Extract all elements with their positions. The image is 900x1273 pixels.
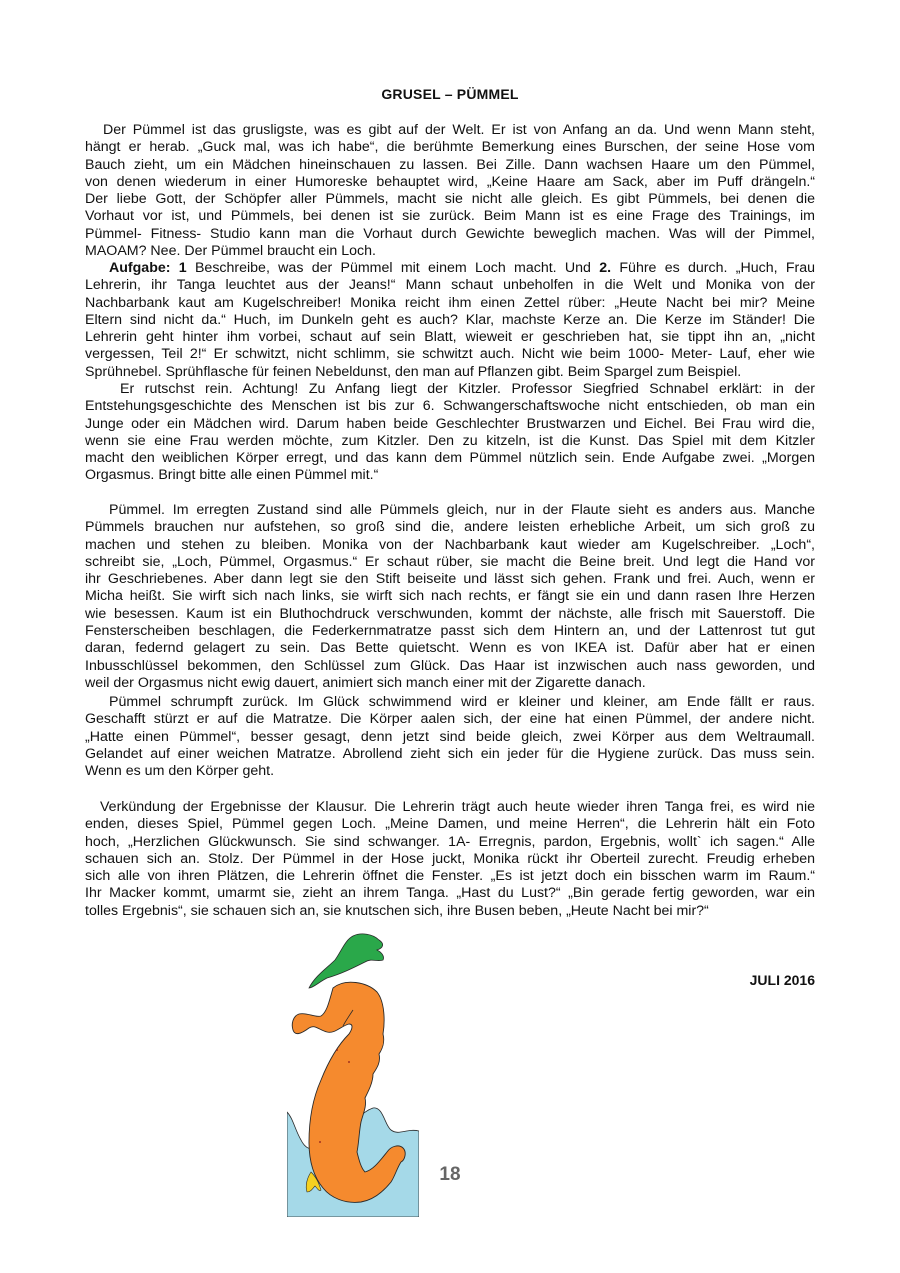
text-line: enden, dieses Spiel, Pümmel gegen Loch. „Meine Damen, und meine Herren“, die Lehrerin hält ein Foto <box>85 816 815 833</box>
text-line: MAOAM? Nee. Der Pümmel braucht ein Loch. <box>85 243 376 260</box>
text-line: daran, federnd gelagert zu sein. Das Bette quietscht. Wenn es von IKEA ist. Dafür aber hat er einen <box>85 640 815 657</box>
task-label-1: Aufgabe: 1 <box>109 260 187 276</box>
text-line: wie besessen. Kaum ist ein Bluthochdruck verschwunden, kommt der nächste, alle frisch mit Sauerstoff. Die <box>85 605 815 622</box>
text-line-task <box>85 260 815 277</box>
text-line: Pümmel schrumpft zurück. Im Glück schwimmend wird er kleiner und kleiner, am Ende fällt er raus. <box>109 694 815 710</box>
text-line: Entstehungsgeschichte des Menschen ist bis zur 6. Schwangerschaftswoche nicht entschieden, ob man ein <box>85 398 815 415</box>
text-line: macht den weiblichen Körper erregt, und das kann dem Pümmel nützlich sein. Ende Aufgabe zwei. „Morgen <box>85 450 815 467</box>
text-line: Sprühnebel. Sprühflasche für feinen Nebeldunst, den man auf Pflanzen gibt. Beim Spargel zum Beispiel. <box>85 363 742 380</box>
seahorse-cap <box>309 934 384 988</box>
task-label-2: 2. <box>599 260 612 276</box>
text-line: Gelandet auf einer weichen Matratze. Abrollend zieht sich ein jeder für die Hygiene zurück. Das muss sein. <box>85 745 815 762</box>
paragraph-4 <box>85 502 815 692</box>
paragraph-5 <box>85 694 815 780</box>
text-line: Bauch zieht, um ein Mädchen hineinschauen zu lassen. Bei Zille. Dann wachsen Haare um den Pümmel, <box>85 156 815 173</box>
page-number: 18 <box>439 1164 461 1185</box>
text-line: schreibt sie, „Loch, Pümmel, Orgasmus.“ Er schaut rüber, sie macht die Beine breit. Und legt die Hand vor <box>85 553 815 570</box>
text-line: Inbusschlüssel bekommen, den Schlüssel zum Glück. Das Haar ist inzwischen auch nass geworden, und <box>85 657 815 674</box>
seahorse-illustration <box>287 930 419 1217</box>
text-line: Lehrerin, ihr Tanga leuchtet aus der Jeans!“ Mann schaut unbeholfen in die Welt und Monika von der <box>85 277 815 294</box>
seahorse-dot <box>319 1141 321 1143</box>
text-line: wenn sie eine Frau werden möchte, zum Kitzler. Den zu kitzeln, ist die Kunst. Das Spiel mit dem Kitzler <box>85 432 815 449</box>
text-line: Vorhaut vor ist, und Pümmels, bei denen ist sie zurück. Beim Mann ist es eine Frage des Trainings, im <box>85 208 815 225</box>
text-line: Pümmels brauchen nur aufstehen, so groß sind die, andere leisten erhebliche Arbeit, um sich groß zu <box>85 519 815 536</box>
text-line: Der Pümmel ist das grusligste, was es gibt auf der Welt. Er ist von Anfang an da. Und wenn Mann steht, <box>103 122 815 138</box>
text-line: hoch, „Herzlichen Glückwunsch. Sie sind schwanger. 1A- Erregnis, pardon, Ergebnis, wollt` ich sagen.“ Alle <box>85 833 815 850</box>
text-line: Ihr Macker kommt, umarmt sie, zieht an ihrem Tanga. „Hast du Lust?“ „Bin gerade fertig geworden, war ein <box>85 885 815 902</box>
paragraph-6 <box>85 799 815 920</box>
text-line: Wenn es um den Körper geht. <box>85 763 275 780</box>
text-line: weil der Orgasmus nicht ewig dauert, animiert sich manch einer mit der Zigarette danach. <box>85 674 646 691</box>
text-line: Er rutschst rein. Achtung! Zu Anfang liegt der Kitzler. Professor Siegfried Schnabel erklärt: in der <box>120 381 815 397</box>
task-text-2: Führe es durch. „Huch, Frau <box>611 260 816 276</box>
text-line: Lehrerin geht hinter ihm vorbei, schaut auf sein Blatt, wieweit er geschrieben hat, sie tippt ihn an, „nicht <box>85 329 815 346</box>
seahorse-dot <box>336 1049 338 1051</box>
text-line: ihr Geschriebenes. Aber dann legt sie den Stift beiseite und lässt sich gehen. Frank und frei. Auch, wenn er <box>85 571 815 588</box>
page-title: GRUSEL – PÜMMEL <box>381 86 519 102</box>
text-line: Verkündung der Ergebnisse der Klausur. Die Lehrerin trägt auch heute wieder ihren Tanga frei, es wird nie <box>100 799 815 815</box>
text-line: „Hatte einen Pümmel“, besser gesagt, denn jetzt sind beide gleich, zwei Körper aus dem Weltraumall. <box>85 728 815 745</box>
text-line: Pümmel. Im erregten Zustand sind alle Pümmels gleich, nur in der Flaute sieht es anders aus. Manche <box>109 502 815 518</box>
text-line: Fensterscheiben beschlagen, die Federkernmatratze passt sich dem Hintern an, und der Lattenrost tut gut <box>85 623 815 640</box>
paragraph-1 <box>85 122 815 260</box>
text-line: Nachbarbank kaut am Kugelschreiber! Monika reicht ihm einen Zettel rüber: „Heute Nacht bei mir? Meine <box>85 294 815 311</box>
text-line: schauen sich an. Stolz. Der Pümmel in der Hose juckt, Monika rückt ihr Oberteil zurecht. Freudig erheben <box>85 850 815 867</box>
paragraph-3 <box>85 381 815 485</box>
text-line: Junge oder ein Mädchen wird. Darum haben beide Geschlechter Brustwarzen und Eichel. Bei Frau wird die, <box>85 415 815 432</box>
text-line: tolles Ergebnis“, sie schauen sich an, sie knutschen sich, ihre Busen beben, „Heute Nacht bei mir?“ <box>85 902 709 919</box>
text-line: Eltern sind nicht da.“ Huch, im Dunkeln geht es auch? Klar, machste Kerze an. Die Kerze im Ständer! Die <box>85 311 815 328</box>
text-line: Der liebe Gott, der Schöpfer aller Pümmels, macht sie nicht alle gleich. Es gibt Pümmels, bei denen die <box>85 191 815 208</box>
text-line: vergessen, Teil 2!“ Er schwitzt, nicht schlimm, sie schwitzt auch. Nicht wie beim 1000- Meter- Lauf, eher wie <box>85 346 815 363</box>
text-line: sich alle von ihren Plätzen, die Lehrerin öffnet die Fenster. „Es ist jetzt doch ein bisschen warm im Raum.“ <box>85 868 815 885</box>
text-line: Micha heißt. Sie wirft sich nach links, sie wirft sich nach rechts, er fängt sie ein und dann rasen Ihre Herzen <box>85 588 815 605</box>
seahorse-dot <box>348 1061 350 1063</box>
paragraph-2 <box>85 260 815 381</box>
task-text-1: Beschreibe, was der Pümmel mit einem Loch macht. Und <box>186 260 600 276</box>
text-line: von denen wiederum in einer Humoreske behauptet wird, „Keine Haare am Sack, aber im Puff drängeln.“ <box>85 173 815 190</box>
document-date: JULI 2016 <box>749 972 815 988</box>
text-line: hängt er herab. „Guck mal, was ich habe“, die berühmte Bemerkung eines Burschen, der seine Hose vom <box>85 139 815 156</box>
text-line: Orgasmus. Bringt bitte alle einen Pümmel mit.“ <box>85 467 379 484</box>
text-line: Geschafft stürzt er auf die Matratze. Die Körper aalen sich, der eine hat einen Pümmel, der andere nicht. <box>85 711 815 728</box>
text-line: machen und stehen zu bleiben. Monika von der Nachbarbank kaut wieder am Kugelschreiber. „Loch“, <box>85 536 815 553</box>
text-line: Pümmel- Fitness- Studio kann man die Vorhaut durch Gewichte beweglich machen. Was will der Pimmel, <box>85 225 815 242</box>
